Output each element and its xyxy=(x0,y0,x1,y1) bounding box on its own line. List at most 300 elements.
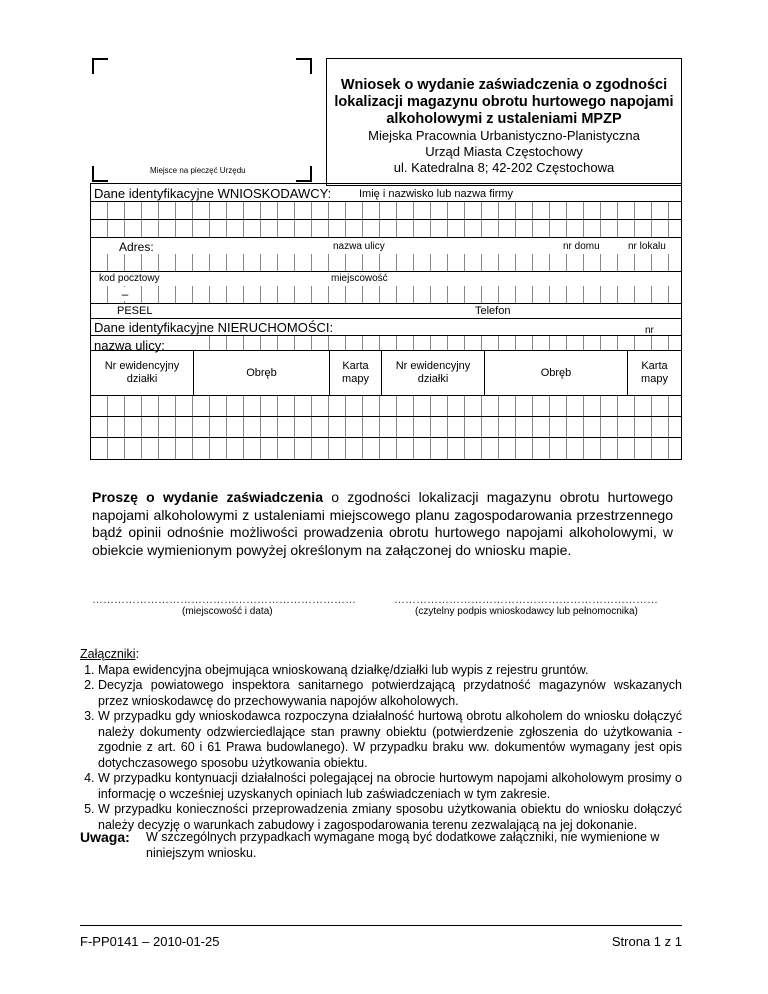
input-cell[interactable] xyxy=(516,220,533,237)
input-cell[interactable] xyxy=(414,438,431,459)
input-cell[interactable] xyxy=(244,417,261,437)
input-cell[interactable] xyxy=(312,254,329,271)
input-cell[interactable] xyxy=(244,396,261,416)
input-cell[interactable] xyxy=(312,220,329,237)
col-parcel-2: Nr ewidencyjny działki xyxy=(382,351,485,395)
input-cell[interactable] xyxy=(227,336,244,350)
input-cell[interactable] xyxy=(295,417,312,437)
input-cell[interactable] xyxy=(176,438,193,459)
input-cell[interactable] xyxy=(584,417,601,437)
input-cell[interactable] xyxy=(635,336,652,350)
input-cell[interactable] xyxy=(108,254,125,271)
input-cell[interactable] xyxy=(584,396,601,416)
input-cell[interactable] xyxy=(482,220,499,237)
input-cell[interactable] xyxy=(448,396,465,416)
input-cell[interactable] xyxy=(533,202,550,219)
place-date-caption: (miejscowość i data) xyxy=(182,606,273,617)
input-cell[interactable] xyxy=(142,202,159,219)
city-label: miejscowość xyxy=(331,273,388,284)
input-cell[interactable] xyxy=(499,220,516,237)
input-cell[interactable] xyxy=(193,417,210,437)
input-cell[interactable] xyxy=(363,286,380,303)
input-cell[interactable] xyxy=(652,417,669,437)
input-cell[interactable] xyxy=(295,220,312,237)
input-cell[interactable] xyxy=(550,438,567,459)
input-cell[interactable] xyxy=(363,220,380,237)
input-cell[interactable] xyxy=(635,286,652,303)
col-map-1: Karta mapy xyxy=(330,351,382,395)
input-cell[interactable] xyxy=(278,336,295,350)
input-cell[interactable] xyxy=(601,438,618,459)
input-cell[interactable] xyxy=(329,417,346,437)
input-cell[interactable] xyxy=(516,417,533,437)
input-cell[interactable] xyxy=(516,254,533,271)
input-cell[interactable] xyxy=(516,202,533,219)
input-cell[interactable] xyxy=(482,417,499,437)
input-cell[interactable] xyxy=(346,202,363,219)
input-cell[interactable] xyxy=(125,417,142,437)
applicant-heading-note: Imię i nazwisko lub nazwa firmy xyxy=(359,188,514,200)
stamp-corner-top-left xyxy=(92,58,108,74)
input-cell[interactable] xyxy=(533,417,550,437)
input-cell[interactable] xyxy=(295,396,312,416)
input-cell[interactable] xyxy=(176,220,193,237)
input-cell[interactable] xyxy=(261,286,278,303)
parcel-row-3[interactable] xyxy=(91,438,681,459)
input-cell[interactable] xyxy=(193,202,210,219)
input-cell[interactable] xyxy=(465,417,482,437)
input-cell[interactable] xyxy=(635,202,652,219)
input-cell[interactable] xyxy=(601,220,618,237)
input-cell[interactable] xyxy=(329,438,346,459)
input-cell[interactable] xyxy=(465,202,482,219)
input-cell[interactable] xyxy=(312,286,329,303)
input-cell[interactable] xyxy=(159,202,176,219)
input-cell[interactable] xyxy=(91,286,108,303)
input-cell[interactable] xyxy=(567,438,584,459)
input-cell[interactable] xyxy=(652,286,669,303)
input-cell[interactable] xyxy=(414,202,431,219)
input-cell[interactable] xyxy=(380,286,397,303)
input-cell[interactable] xyxy=(567,202,584,219)
input-cell[interactable] xyxy=(278,254,295,271)
input-cell[interactable] xyxy=(108,438,125,459)
page-number: Strona 1 z 1 xyxy=(611,934,682,949)
input-cell[interactable] xyxy=(431,286,448,303)
input-cell[interactable] xyxy=(584,220,601,237)
input-cell[interactable] xyxy=(193,220,210,237)
form-title: Wniosek o wydanie zaświadczenia o zgodności lokalizacji magazynu obrotu hurtowego napojami alkoholowymi z ustaleniami MPZP xyxy=(334,77,674,127)
attachment-item: 1. Mapa ewidencyjna obejmująca wnioskowaną działkę/działki lub wypis z rejestru gruntów. xyxy=(98,663,682,679)
input-cell[interactable] xyxy=(329,254,346,271)
input-cell[interactable] xyxy=(363,254,380,271)
input-cell[interactable] xyxy=(618,254,635,271)
input-cell[interactable] xyxy=(295,286,312,303)
input-cell[interactable] xyxy=(567,417,584,437)
input-cell[interactable] xyxy=(567,336,584,350)
input-cell[interactable] xyxy=(227,396,244,416)
input-cell[interactable] xyxy=(567,220,584,237)
input-cell[interactable] xyxy=(448,220,465,237)
input-cell[interactable] xyxy=(414,254,431,271)
input-cell[interactable] xyxy=(227,202,244,219)
input-cell[interactable] xyxy=(584,286,601,303)
form-grid xyxy=(90,183,682,460)
input-cell[interactable] xyxy=(499,438,516,459)
input-cell[interactable] xyxy=(499,286,516,303)
input-cell[interactable] xyxy=(601,286,618,303)
input-cell[interactable] xyxy=(567,254,584,271)
input-cell[interactable] xyxy=(618,202,635,219)
input-cell[interactable] xyxy=(431,417,448,437)
input-cell[interactable] xyxy=(584,336,601,350)
note-label: Uwaga: xyxy=(80,829,130,845)
input-cell[interactable] xyxy=(159,254,176,271)
parcel-row-1[interactable] xyxy=(91,396,681,417)
input-cell[interactable] xyxy=(533,286,550,303)
input-cell[interactable] xyxy=(533,438,550,459)
input-cell[interactable] xyxy=(601,417,618,437)
input-cell[interactable] xyxy=(142,417,159,437)
input-cell[interactable] xyxy=(346,254,363,271)
input-cell[interactable] xyxy=(312,202,329,219)
input-cell[interactable] xyxy=(346,417,363,437)
input-cell[interactable] xyxy=(482,438,499,459)
input-cell[interactable] xyxy=(278,396,295,416)
address-label: Adres: xyxy=(119,240,154,254)
input-cell[interactable] xyxy=(142,396,159,416)
input-cell[interactable] xyxy=(261,220,278,237)
input-cell[interactable] xyxy=(431,254,448,271)
stamp-corner-top-right xyxy=(296,58,312,74)
input-cell[interactable] xyxy=(652,254,669,271)
input-cell[interactable] xyxy=(550,202,567,219)
col-parcel-1: Nr ewidencyjny działki xyxy=(91,351,194,395)
input-cell[interactable] xyxy=(227,286,244,303)
input-cell[interactable] xyxy=(550,254,567,271)
input-cell[interactable] xyxy=(482,254,499,271)
input-cell[interactable] xyxy=(652,396,669,416)
input-cell[interactable] xyxy=(295,438,312,459)
input-cell[interactable] xyxy=(227,417,244,437)
input-cell[interactable] xyxy=(448,202,465,219)
attachments xyxy=(80,647,682,833)
input-cell[interactable] xyxy=(584,202,601,219)
input-cell[interactable] xyxy=(193,438,210,459)
input-cell[interactable] xyxy=(465,336,482,350)
input-cell[interactable] xyxy=(550,417,567,437)
input-cell[interactable] xyxy=(567,286,584,303)
input-cell[interactable] xyxy=(176,254,193,271)
input-cell[interactable] xyxy=(346,336,363,350)
input-cell[interactable] xyxy=(431,220,448,237)
input-cell[interactable] xyxy=(159,396,176,416)
input-cell[interactable] xyxy=(550,336,567,350)
input-cell[interactable] xyxy=(482,396,499,416)
input-cell[interactable] xyxy=(533,220,550,237)
input-cell[interactable] xyxy=(91,220,108,237)
input-cell[interactable] xyxy=(176,286,193,303)
input-cell[interactable] xyxy=(227,438,244,459)
input-cell[interactable] xyxy=(363,438,380,459)
applicant-heading-row xyxy=(91,184,681,202)
input-cell[interactable] xyxy=(448,336,465,350)
flat-label: nr lokalu xyxy=(628,241,666,252)
input-cell[interactable] xyxy=(550,286,567,303)
input-cell[interactable] xyxy=(465,438,482,459)
input-cell[interactable] xyxy=(652,202,669,219)
input-cell[interactable] xyxy=(380,202,397,219)
input-cell[interactable] xyxy=(329,220,346,237)
input-cell[interactable] xyxy=(346,286,363,303)
input-cell[interactable] xyxy=(346,220,363,237)
input-cell[interactable] xyxy=(635,396,652,416)
input-cell[interactable] xyxy=(397,417,414,437)
input-cell[interactable] xyxy=(108,417,125,437)
input-cell[interactable] xyxy=(210,336,227,350)
input-cell[interactable] xyxy=(601,202,618,219)
input-cell[interactable] xyxy=(397,220,414,237)
input-cell[interactable] xyxy=(278,438,295,459)
input-cell[interactable] xyxy=(380,254,397,271)
input-cell[interactable] xyxy=(261,417,278,437)
input-cell[interactable] xyxy=(516,336,533,350)
input-cell[interactable] xyxy=(142,220,159,237)
input-cell[interactable] xyxy=(601,336,618,350)
stamp-corner-bottom-left xyxy=(92,166,108,182)
input-cell[interactable] xyxy=(91,396,108,416)
input-cell[interactable] xyxy=(346,438,363,459)
input-cell[interactable] xyxy=(193,396,210,416)
input-cell[interactable] xyxy=(380,417,397,437)
input-cell[interactable] xyxy=(91,202,108,219)
input-cell[interactable] xyxy=(397,202,414,219)
input-cell[interactable] xyxy=(329,396,346,416)
input-cell[interactable] xyxy=(380,396,397,416)
input-cell[interactable] xyxy=(176,202,193,219)
input-cell[interactable] xyxy=(295,202,312,219)
input-cell[interactable] xyxy=(397,396,414,416)
input-cell[interactable] xyxy=(193,286,210,303)
input-cell[interactable] xyxy=(295,336,312,350)
input-cell[interactable] xyxy=(312,396,329,416)
input-cell[interactable] xyxy=(210,220,227,237)
input-cell[interactable] xyxy=(261,202,278,219)
input-cell[interactable] xyxy=(278,220,295,237)
input-cell[interactable] xyxy=(159,220,176,237)
input-cell[interactable] xyxy=(210,396,227,416)
request-bold: Proszę o wydanie zaświadczenia xyxy=(92,489,323,505)
input-cell[interactable] xyxy=(295,254,312,271)
input-cell[interactable] xyxy=(499,396,516,416)
input-cell[interactable] xyxy=(108,202,125,219)
input-cell[interactable] xyxy=(227,254,244,271)
input-cell[interactable] xyxy=(431,202,448,219)
input-cell[interactable] xyxy=(278,417,295,437)
input-cell[interactable] xyxy=(618,336,635,350)
input-cell[interactable] xyxy=(244,438,261,459)
input-cell[interactable] xyxy=(431,438,448,459)
input-cell[interactable] xyxy=(397,286,414,303)
input-cell[interactable] xyxy=(635,220,652,237)
input-cell[interactable] xyxy=(533,336,550,350)
property-street-cells[interactable] xyxy=(91,336,681,350)
input-cell[interactable] xyxy=(278,286,295,303)
property-nr-label: nr xyxy=(645,325,654,336)
input-cell[interactable] xyxy=(261,438,278,459)
input-cell[interactable] xyxy=(431,336,448,350)
input-cell[interactable] xyxy=(193,254,210,271)
input-cell[interactable] xyxy=(516,286,533,303)
input-cell[interactable] xyxy=(618,220,635,237)
input-cell[interactable] xyxy=(516,438,533,459)
input-cell[interactable] xyxy=(312,438,329,459)
input-cell[interactable] xyxy=(108,396,125,416)
input-cell[interactable] xyxy=(346,396,363,416)
input-cell[interactable] xyxy=(618,396,635,416)
input-cell[interactable] xyxy=(142,254,159,271)
input-cell[interactable] xyxy=(465,254,482,271)
input-cell[interactable] xyxy=(499,417,516,437)
input-cell[interactable] xyxy=(516,396,533,416)
input-cell[interactable] xyxy=(618,438,635,459)
input-cell[interactable] xyxy=(448,254,465,271)
input-cell[interactable] xyxy=(567,396,584,416)
input-cell[interactable] xyxy=(482,202,499,219)
property-street-label: nazwa ulicy: xyxy=(94,338,165,353)
postal-city-cells-row[interactable] xyxy=(91,286,681,304)
input-cell[interactable] xyxy=(261,254,278,271)
input-cell[interactable] xyxy=(329,286,346,303)
input-cell[interactable] xyxy=(584,438,601,459)
input-cell[interactable] xyxy=(533,254,550,271)
input-cell[interactable] xyxy=(244,254,261,271)
input-cell[interactable] xyxy=(414,220,431,237)
phone-label: Telefon xyxy=(475,305,511,317)
signature-dots: ……………………………………………………………… xyxy=(394,594,658,606)
name-cells-row-1[interactable] xyxy=(91,202,681,220)
input-cell[interactable] xyxy=(261,396,278,416)
input-cell[interactable] xyxy=(635,417,652,437)
postal-label: kod pocztowy xyxy=(99,273,160,284)
input-cell[interactable] xyxy=(363,336,380,350)
input-cell[interactable] xyxy=(414,336,431,350)
input-cell[interactable] xyxy=(312,336,329,350)
input-cell[interactable] xyxy=(176,396,193,416)
input-cell[interactable] xyxy=(550,220,567,237)
input-cell[interactable] xyxy=(397,254,414,271)
note-text: W szczególnych przypadkach wymagane mogą być dodatkowe załączniki, nie wymienione w niniejszym wniosku. xyxy=(146,830,660,860)
input-cell[interactable] xyxy=(363,417,380,437)
input-cell[interactable] xyxy=(329,336,346,350)
input-cell[interactable] xyxy=(397,438,414,459)
input-cell[interactable] xyxy=(465,286,482,303)
input-cell[interactable] xyxy=(635,254,652,271)
input-cell[interactable] xyxy=(125,202,142,219)
input-cell[interactable] xyxy=(550,396,567,416)
input-cell[interactable] xyxy=(499,254,516,271)
input-cell[interactable] xyxy=(448,438,465,459)
input-cell[interactable] xyxy=(159,417,176,437)
input-cell[interactable] xyxy=(278,202,295,219)
input-cell[interactable] xyxy=(193,336,210,350)
input-cell[interactable] xyxy=(397,336,414,350)
input-cell[interactable] xyxy=(91,417,108,437)
input-cell[interactable] xyxy=(533,396,550,416)
input-cell[interactable] xyxy=(176,417,193,437)
input-cell[interactable] xyxy=(125,220,142,237)
postal-dash: – xyxy=(121,287,129,301)
input-cell[interactable] xyxy=(210,254,227,271)
input-cell[interactable] xyxy=(618,417,635,437)
input-cell[interactable] xyxy=(210,202,227,219)
input-cell[interactable] xyxy=(244,336,261,350)
input-cell[interactable] xyxy=(499,202,516,219)
input-cell[interactable] xyxy=(414,396,431,416)
input-cell[interactable] xyxy=(363,396,380,416)
street-cells-row[interactable] xyxy=(91,254,681,272)
input-cell[interactable] xyxy=(414,286,431,303)
input-cell[interactable] xyxy=(142,438,159,459)
input-cell[interactable] xyxy=(618,286,635,303)
input-cell[interactable] xyxy=(482,336,499,350)
input-cell[interactable] xyxy=(159,286,176,303)
input-cell[interactable] xyxy=(380,220,397,237)
input-cell[interactable] xyxy=(584,254,601,271)
input-cell[interactable] xyxy=(329,202,346,219)
input-cell[interactable] xyxy=(465,396,482,416)
input-cell[interactable] xyxy=(499,336,516,350)
stamp-label: Miejsce na pieczęć Urzędu xyxy=(150,166,246,175)
input-cell[interactable] xyxy=(363,202,380,219)
input-cell[interactable] xyxy=(635,438,652,459)
input-cell[interactable] xyxy=(448,286,465,303)
input-cell[interactable] xyxy=(244,286,261,303)
input-cell[interactable] xyxy=(244,220,261,237)
input-cell[interactable] xyxy=(91,438,108,459)
input-cell[interactable] xyxy=(210,286,227,303)
input-cell[interactable] xyxy=(652,438,669,459)
input-cell[interactable] xyxy=(261,336,278,350)
input-cell[interactable] xyxy=(380,438,397,459)
input-cell[interactable] xyxy=(652,220,669,237)
input-cell[interactable] xyxy=(652,336,669,350)
input-cell[interactable] xyxy=(465,220,482,237)
input-cell[interactable] xyxy=(601,396,618,416)
col-precinct-2: Obręb xyxy=(485,351,628,395)
input-cell[interactable] xyxy=(210,417,227,437)
input-cell[interactable] xyxy=(244,202,261,219)
input-cell[interactable] xyxy=(159,438,176,459)
input-cell[interactable] xyxy=(125,396,142,416)
input-cell[interactable] xyxy=(448,417,465,437)
input-cell[interactable] xyxy=(312,417,329,437)
input-cell[interactable] xyxy=(431,396,448,416)
input-cell[interactable] xyxy=(227,220,244,237)
name-cells-row-2[interactable] xyxy=(91,220,681,238)
input-cell[interactable] xyxy=(142,286,159,303)
input-cell[interactable] xyxy=(125,438,142,459)
input-cell[interactable] xyxy=(482,286,499,303)
input-cell[interactable] xyxy=(91,254,108,271)
input-cell[interactable] xyxy=(210,438,227,459)
input-cell[interactable] xyxy=(125,254,142,271)
parcel-row-2[interactable] xyxy=(91,417,681,438)
input-cell[interactable] xyxy=(380,336,397,350)
input-cell[interactable] xyxy=(601,254,618,271)
input-cell[interactable] xyxy=(108,220,125,237)
input-cell[interactable] xyxy=(414,417,431,437)
